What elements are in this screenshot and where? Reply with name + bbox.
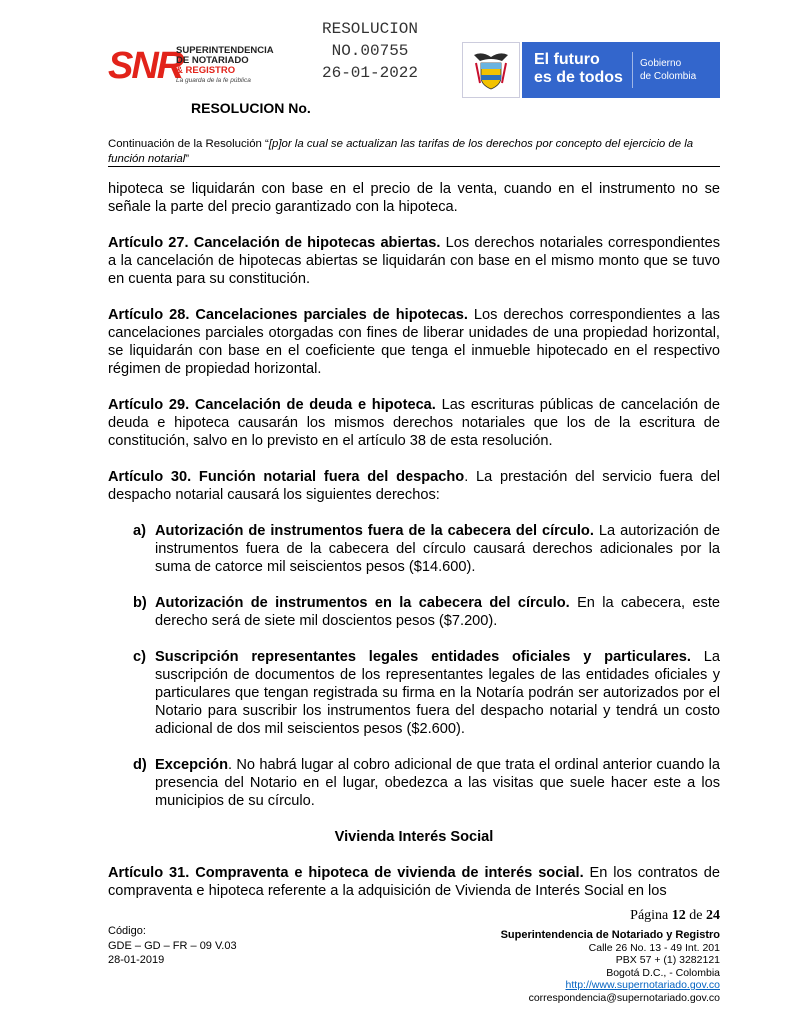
page-word: Página <box>630 908 669 923</box>
list-item-a <box>108 522 720 576</box>
paragraph-continuation: hipoteca se liquidarán con base en el precio de la venta, cuando en el instrumento no se señale la parte del precio garantizado con la hipoteca. <box>108 181 720 215</box>
list-item-d <box>108 756 720 810</box>
resolution-stamp <box>280 18 460 84</box>
colombia-shield-icon <box>462 42 520 98</box>
snr-logo-line-3: & REGISTRO <box>176 65 236 76</box>
section-heading: Vivienda Interés Social <box>334 829 494 845</box>
snr-logo-text <box>176 46 274 76</box>
list-item-title: Autorización de instrumentos fuera de la cabecera del círculo. <box>155 523 594 539</box>
list-item-body: La autorización de instrumentos fuera de la cabecera del círculo causará derechos adicionales por la suma de catorce mil seiscientos pesos ($14.600). <box>155 523 720 575</box>
continuation-italic: [p]or la cual se actualizan las tarifas de los derechos por concepto del ejercicio de la función notarial <box>108 138 694 165</box>
list-item-text <box>155 522 720 576</box>
article-30 <box>108 468 720 504</box>
code-label: Código: <box>108 925 146 937</box>
list-item-letter: a) <box>133 523 146 539</box>
page-number <box>600 908 720 924</box>
list-item-title: Autorización de instrumentos en la cabecera del círculo. <box>155 595 570 611</box>
email-address: correspondencia@supernotariado.gov.co <box>528 991 720 1004</box>
list-item-text <box>155 648 720 738</box>
article-30-title: Artículo 30. Función notarial fuera del despacho <box>108 469 465 485</box>
gobierno-name-line-1: Gobierno <box>640 58 682 69</box>
article-31-title: Artículo 31. Compraventa e hipoteca de vivienda de interés social. <box>108 865 584 881</box>
gobierno-logo <box>462 42 720 98</box>
list-item-body: La suscripción de documentos de los representantes legales de las entidades oficiales y particulares que tengan registrada su firma en la Notaría podrán ser autorizados por el Notario para suscribir los instrumentos fuera del despacho notarial y tendrá un costo adicional de dos mil seiscientos pesos ($2.600). <box>155 649 720 737</box>
snr-logo-line-1: SUPERINTENDENCIA <box>176 45 274 56</box>
list-item-title: Suscripción representantes legales entidades oficiales y particulares. <box>155 649 691 665</box>
snr-logo-line-2: DE NOTARIADO <box>176 55 249 66</box>
gobierno-slogan <box>534 51 623 87</box>
page-of: de <box>689 908 703 923</box>
gobierno-slogan-line-2: es de todos <box>534 69 623 86</box>
document-title: RESOLUCION No. <box>191 100 311 116</box>
footer-address <box>470 929 720 1004</box>
article-29-text: Las escrituras públicas de cancelación de deuda e hipoteca causarán los mismos derechos notariales que los de la escritura de constitución, salvo en lo previsto en el artículo 38 de esta resolución. <box>108 397 721 449</box>
gobierno-name-line-2: de Colombia <box>640 71 697 82</box>
list-item-b <box>108 594 720 630</box>
list-item-text <box>155 594 720 630</box>
stamp-line-3: 26-01-2022 <box>321 64 418 82</box>
article-31 <box>108 864 720 900</box>
page-total: 24 <box>706 908 720 923</box>
gobierno-slogan-line-1: El futuro <box>534 51 600 68</box>
website-link[interactable]: http://www.supernotariado.gov.co <box>565 979 720 991</box>
gobierno-name <box>640 57 696 83</box>
footer-org: Superintendencia de Notariado y Registro <box>500 929 720 941</box>
continuation-prefix: Continuación de la Resolución “ <box>108 138 269 150</box>
page-current: 12 <box>671 908 686 923</box>
document-body <box>108 180 720 900</box>
code-value: GDE – GD – FR – 09 V.03 <box>108 939 237 952</box>
code-date: 28-01-2019 <box>108 954 165 966</box>
list-item-title: Excepción <box>155 757 228 773</box>
footer-phone: PBX 57 + (1) 3282121 <box>615 954 720 966</box>
list-item-text <box>155 756 720 810</box>
article-28 <box>108 306 720 378</box>
snr-logo <box>108 44 278 94</box>
article-27-text: Los derechos notariales correspondientes a la cancelación de hipotecas abiertas se liquidarán con base en el mismo monto que se tuvo en cuenta para su constitución. <box>108 235 720 287</box>
list-item-body: . No habrá lugar al cobro adicional de que trata el ordinal anterior cuando la presencia del Notario en el lugar, obedezca a las visitas que suele hacer este a los municipios de su círculo. <box>155 757 720 809</box>
stamp-line-2: NO.00755 <box>331 42 409 60</box>
list-item-letter: c) <box>133 649 146 665</box>
article-27-title: Artículo 27. Cancelación de hipotecas abiertas. <box>108 235 441 251</box>
continuation-note <box>108 137 720 167</box>
gobierno-divider <box>632 52 633 88</box>
article-28-title: Artículo 28. Cancelaciones parciales de hipotecas. <box>108 307 468 323</box>
list-item-c <box>108 648 720 738</box>
article-29 <box>108 396 720 450</box>
list-item-letter: b) <box>133 595 147 611</box>
stamp-line-1: RESOLUCION <box>321 20 418 38</box>
snr-logo-letters: SNR <box>108 45 183 87</box>
document-code <box>108 924 237 968</box>
article-31-text: En los contratos de compraventa e hipoteca referente a la adquisición de Vivienda de Interés Social en los <box>108 865 720 899</box>
gobierno-banner <box>522 42 720 98</box>
list-item-letter: d) <box>133 757 147 773</box>
footer-city: Bogotá D.C., - Colombia <box>606 966 720 979</box>
article-29-title: Artículo 29. Cancelación de deuda e hipoteca. <box>108 397 436 413</box>
article-27 <box>108 234 720 288</box>
footer-street: Calle 26 No. 13 - 49 Int. 201 <box>588 941 720 954</box>
article-28-text: Los derechos correspondientes a las cancelaciones parciales otorgadas con fines de liberar unidades de una propiedad horizontal, se liquidarán con base en el coeficiente que tenga el inmueble hipotecado en el respectivo régimen de propiedad horizontal. <box>108 307 720 377</box>
snr-logo-tagline: La guarda de la fe pública <box>176 77 251 84</box>
continuation-suffix: ” <box>185 153 190 165</box>
article-30-text: . La prestación del servicio fuera del despacho notarial causará los siguientes derechos: <box>108 469 720 503</box>
list-item-body: En la cabecera, este derecho será de siete mil doscientos pesos ($7.200). <box>155 595 720 629</box>
header-rule <box>108 166 720 167</box>
